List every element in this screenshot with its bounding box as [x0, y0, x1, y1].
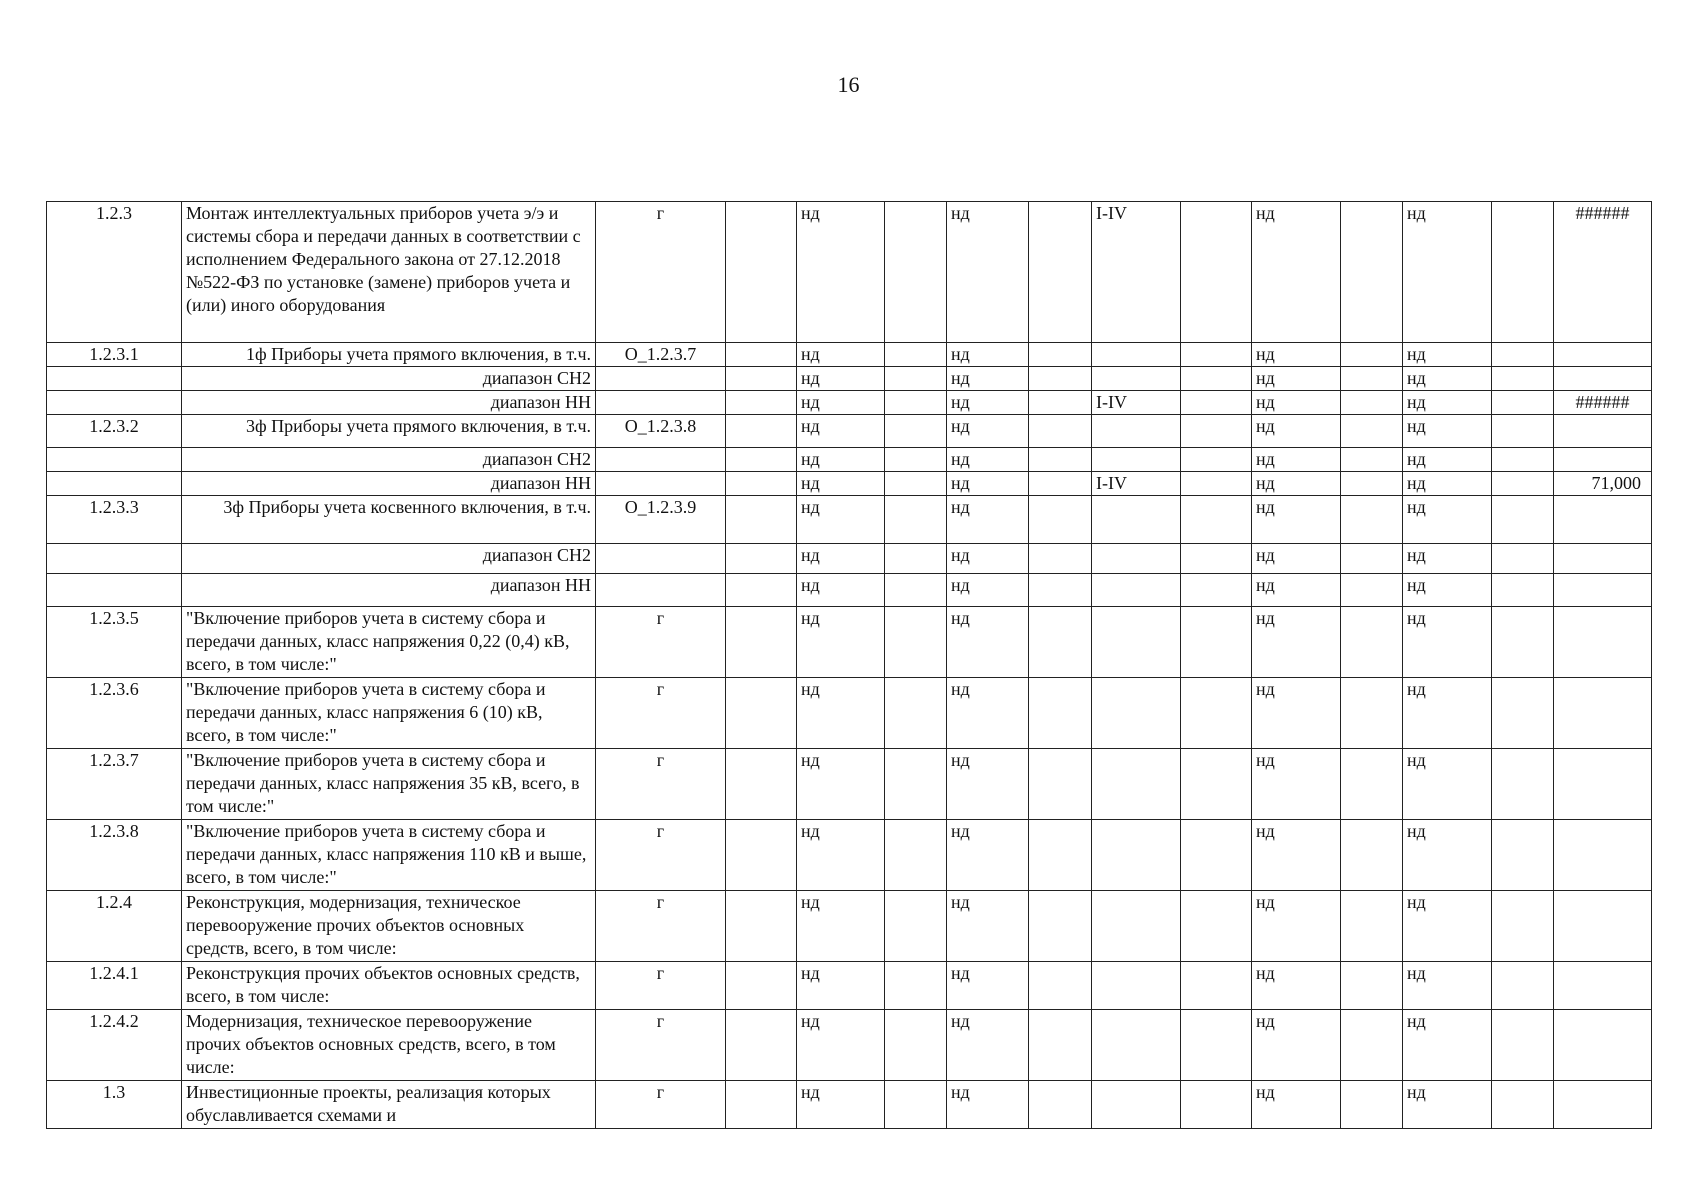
table-row — [47, 496, 1652, 544]
code-cell: г — [596, 891, 726, 962]
empty-cell — [726, 891, 797, 962]
code-cell — [596, 574, 726, 607]
row-name-cell: диапазон НН — [182, 574, 596, 607]
status-cell: нд — [797, 1010, 885, 1081]
empty-cell — [1492, 391, 1554, 415]
row-number-cell: 1.2.3.6 — [47, 678, 182, 749]
empty-cell — [1029, 1081, 1092, 1129]
status-cell — [1092, 574, 1181, 607]
row-number-cell: 1.3 — [47, 1081, 182, 1129]
code-cell: г — [596, 607, 726, 678]
status-cell: нд — [1252, 1081, 1341, 1129]
empty-cell — [1181, 391, 1252, 415]
status-cell: нд — [797, 415, 885, 448]
status-cell: нд — [1252, 1010, 1341, 1081]
empty-cell — [1492, 343, 1554, 367]
code-cell — [596, 544, 726, 574]
empty-cell — [1492, 678, 1554, 749]
row-number-cell: 1.2.3.3 — [47, 496, 182, 544]
table-row — [47, 574, 1652, 607]
empty-cell — [1492, 544, 1554, 574]
value-cell — [1554, 678, 1652, 749]
empty-cell — [1341, 574, 1403, 607]
status-cell: нд — [1252, 574, 1341, 607]
empty-cell — [1492, 448, 1554, 472]
empty-cell — [885, 962, 947, 1010]
status-cell: нд — [1403, 544, 1492, 574]
code-cell: О_1.2.3.9 — [596, 496, 726, 544]
table-row — [47, 607, 1652, 678]
row-number-cell — [47, 574, 182, 607]
status-cell: нд — [797, 607, 885, 678]
empty-cell — [1341, 202, 1403, 343]
table-row — [47, 544, 1652, 574]
empty-cell — [1181, 891, 1252, 962]
table-row — [47, 343, 1652, 367]
row-name-cell: диапазон НН — [182, 391, 596, 415]
value-cell — [1554, 574, 1652, 607]
status-cell: I-IV — [1092, 472, 1181, 496]
status-cell: нд — [1403, 448, 1492, 472]
table-row — [47, 891, 1652, 962]
value-cell — [1554, 496, 1652, 544]
table-row — [47, 367, 1652, 391]
empty-cell — [885, 367, 947, 391]
value-cell — [1554, 448, 1652, 472]
empty-cell — [1341, 415, 1403, 448]
status-cell: нд — [1403, 472, 1492, 496]
row-name-cell: Реконструкция прочих объектов основных средств, всего, в том числе: — [182, 962, 596, 1010]
empty-cell — [885, 391, 947, 415]
status-cell: нд — [947, 749, 1029, 820]
empty-cell — [885, 472, 947, 496]
table-row — [47, 391, 1652, 415]
status-cell: нд — [1403, 415, 1492, 448]
empty-cell — [1341, 820, 1403, 891]
empty-cell — [1492, 749, 1554, 820]
status-cell — [1092, 343, 1181, 367]
empty-cell — [1181, 202, 1252, 343]
empty-cell — [885, 415, 947, 448]
status-cell: нд — [797, 891, 885, 962]
code-cell — [596, 367, 726, 391]
empty-cell — [1029, 391, 1092, 415]
status-cell: нд — [947, 607, 1029, 678]
code-cell: г — [596, 820, 726, 891]
empty-cell — [1181, 749, 1252, 820]
status-cell: нд — [947, 448, 1029, 472]
empty-cell — [1492, 202, 1554, 343]
empty-cell — [1341, 343, 1403, 367]
status-cell: нд — [1403, 891, 1492, 962]
row-number-cell — [47, 472, 182, 496]
value-cell — [1554, 820, 1652, 891]
empty-cell — [1181, 496, 1252, 544]
code-cell: г — [596, 749, 726, 820]
empty-cell — [885, 574, 947, 607]
status-cell: нд — [1403, 1081, 1492, 1129]
empty-cell — [1492, 891, 1554, 962]
empty-cell — [1341, 544, 1403, 574]
status-cell: нд — [797, 202, 885, 343]
empty-cell — [1492, 472, 1554, 496]
status-cell: нд — [1403, 391, 1492, 415]
empty-cell — [726, 607, 797, 678]
empty-cell — [885, 607, 947, 678]
status-cell: нд — [797, 391, 885, 415]
status-cell: нд — [797, 496, 885, 544]
row-name-cell: диапазон СН2 — [182, 544, 596, 574]
row-name-cell: "Включение приборов учета в систему сбора и передачи данных, класс напряжения 35 кВ, всего, в том числе:" — [182, 749, 596, 820]
empty-cell — [885, 891, 947, 962]
empty-cell — [1029, 678, 1092, 749]
status-cell: нд — [947, 1081, 1029, 1129]
status-cell: нд — [797, 1081, 885, 1129]
empty-cell — [1341, 607, 1403, 678]
empty-cell — [726, 202, 797, 343]
status-cell: нд — [797, 448, 885, 472]
status-cell: нд — [797, 343, 885, 367]
empty-cell — [1341, 391, 1403, 415]
empty-cell — [1181, 472, 1252, 496]
empty-cell — [1029, 574, 1092, 607]
empty-cell — [1029, 544, 1092, 574]
status-cell: нд — [947, 496, 1029, 544]
status-cell: нд — [1403, 962, 1492, 1010]
empty-cell — [1181, 574, 1252, 607]
status-cell: нд — [797, 820, 885, 891]
status-cell: нд — [1252, 891, 1341, 962]
empty-cell — [1341, 496, 1403, 544]
code-cell: г — [596, 1010, 726, 1081]
row-name-cell: диапазон СН2 — [182, 448, 596, 472]
status-cell: нд — [1403, 820, 1492, 891]
empty-cell — [1029, 749, 1092, 820]
empty-cell — [1492, 496, 1554, 544]
empty-cell — [1181, 343, 1252, 367]
empty-cell — [885, 678, 947, 749]
empty-cell — [1341, 891, 1403, 962]
row-number-cell: 1.2.3.7 — [47, 749, 182, 820]
empty-cell — [1029, 496, 1092, 544]
status-cell: нд — [947, 962, 1029, 1010]
status-cell: нд — [797, 678, 885, 749]
status-cell: нд — [1403, 607, 1492, 678]
empty-cell — [885, 749, 947, 820]
status-cell: нд — [797, 574, 885, 607]
page-number: 16 — [837, 72, 860, 97]
row-name-cell: Инвестиционные проекты, реализация которых обуславливается схемами и — [182, 1081, 596, 1129]
empty-cell — [726, 367, 797, 391]
status-cell: нд — [947, 391, 1029, 415]
empty-cell — [726, 391, 797, 415]
status-cell: нд — [1252, 472, 1341, 496]
row-number-cell: 1.2.3.1 — [47, 343, 182, 367]
table-row — [47, 678, 1652, 749]
row-number-cell — [47, 391, 182, 415]
empty-cell — [1492, 574, 1554, 607]
row-number-cell: 1.2.4 — [47, 891, 182, 962]
status-cell: нд — [1252, 678, 1341, 749]
status-cell: нд — [1252, 343, 1341, 367]
empty-cell — [1341, 749, 1403, 820]
empty-cell — [726, 544, 797, 574]
table-row — [47, 472, 1652, 496]
empty-cell — [726, 415, 797, 448]
status-cell — [1092, 367, 1181, 391]
status-cell: нд — [1403, 678, 1492, 749]
value-cell — [1554, 1010, 1652, 1081]
status-cell — [1092, 544, 1181, 574]
status-cell: нд — [1252, 448, 1341, 472]
table-row — [47, 962, 1652, 1010]
empty-cell — [885, 1081, 947, 1129]
value-cell — [1554, 544, 1652, 574]
status-cell: нд — [947, 891, 1029, 962]
empty-cell — [1341, 448, 1403, 472]
empty-cell — [1341, 678, 1403, 749]
empty-cell — [726, 472, 797, 496]
status-cell: нд — [1403, 496, 1492, 544]
status-cell — [1092, 415, 1181, 448]
status-cell: нд — [1403, 202, 1492, 343]
empty-cell — [726, 343, 797, 367]
value-cell: ###### — [1554, 391, 1652, 415]
empty-cell — [1029, 415, 1092, 448]
code-cell — [596, 448, 726, 472]
status-cell: нд — [797, 367, 885, 391]
row-name-cell: "Включение приборов учета в систему сбора и передачи данных, класс напряжения 0,22 (0,4) кВ, всего, в том числе:" — [182, 607, 596, 678]
row-number-cell: 1.2.3 — [47, 202, 182, 343]
status-cell: нд — [947, 202, 1029, 343]
table-row — [47, 448, 1652, 472]
value-cell — [1554, 891, 1652, 962]
code-cell: г — [596, 202, 726, 343]
status-cell — [1092, 820, 1181, 891]
value-cell — [1554, 343, 1652, 367]
row-name-cell: 3ф Приборы учета прямого включения, в т.ч. — [182, 415, 596, 448]
status-cell: нд — [1252, 496, 1341, 544]
table-row — [47, 1010, 1652, 1081]
row-name-cell: Реконструкция, модернизация, техническое перевооружение прочих объектов основных средств, всего, в том числе: — [182, 891, 596, 962]
value-cell: ###### — [1554, 202, 1652, 343]
status-cell: нд — [1252, 607, 1341, 678]
value-cell — [1554, 367, 1652, 391]
status-cell: I-IV — [1092, 202, 1181, 343]
empty-cell — [1341, 962, 1403, 1010]
status-cell: нд — [797, 472, 885, 496]
empty-cell — [885, 343, 947, 367]
empty-cell — [726, 820, 797, 891]
table-row — [47, 415, 1652, 448]
empty-cell — [1029, 202, 1092, 343]
empty-cell — [726, 496, 797, 544]
code-cell — [596, 472, 726, 496]
status-cell: нд — [947, 544, 1029, 574]
status-cell — [1092, 496, 1181, 544]
table-row — [47, 820, 1652, 891]
empty-cell — [1341, 1010, 1403, 1081]
status-cell: нд — [947, 415, 1029, 448]
status-cell — [1092, 448, 1181, 472]
row-name-cell: "Включение приборов учета в систему сбора и передачи данных, класс напряжения 110 кВ и выше, всего, в том числе:" — [182, 820, 596, 891]
value-cell — [1554, 962, 1652, 1010]
value-cell — [1554, 607, 1652, 678]
empty-cell — [1492, 962, 1554, 1010]
status-cell: нд — [1252, 962, 1341, 1010]
empty-cell — [1029, 962, 1092, 1010]
code-cell: г — [596, 962, 726, 1010]
code-cell — [596, 391, 726, 415]
empty-cell — [1181, 962, 1252, 1010]
row-name-cell: Модернизация, техническое перевооружение прочих объектов основных средств, всего, в том числе: — [182, 1010, 596, 1081]
row-number-cell — [47, 544, 182, 574]
row-number-cell: 1.2.4.1 — [47, 962, 182, 1010]
row-name-cell: Монтаж интеллектуальных приборов учета э/э и системы сбора и передачи данных в соответствии с исполнением Федерального закона от 27.12.2018 №522-ФЗ по установке (замене) приборов учета и (или) иного оборудования — [182, 202, 596, 343]
row-number-cell: 1.2.3.2 — [47, 415, 182, 448]
empty-cell — [1029, 343, 1092, 367]
status-cell: нд — [797, 544, 885, 574]
row-number-cell — [47, 448, 182, 472]
empty-cell — [1492, 820, 1554, 891]
status-cell: нд — [1252, 415, 1341, 448]
status-cell: нд — [1252, 391, 1341, 415]
status-cell: нд — [947, 820, 1029, 891]
status-cell: нд — [1403, 574, 1492, 607]
empty-cell — [1029, 891, 1092, 962]
empty-cell — [1029, 472, 1092, 496]
empty-cell — [1492, 415, 1554, 448]
empty-cell — [726, 749, 797, 820]
empty-cell — [885, 544, 947, 574]
value-cell — [1554, 749, 1652, 820]
row-number-cell: 1.2.3.5 — [47, 607, 182, 678]
code-cell: О_1.2.3.8 — [596, 415, 726, 448]
empty-cell — [1492, 607, 1554, 678]
empty-cell — [1341, 367, 1403, 391]
row-number-cell — [47, 367, 182, 391]
empty-cell — [1181, 448, 1252, 472]
empty-cell — [885, 202, 947, 343]
empty-cell — [1029, 1010, 1092, 1081]
status-cell — [1092, 891, 1181, 962]
status-cell — [1092, 962, 1181, 1010]
empty-cell — [1492, 367, 1554, 391]
empty-cell — [1181, 367, 1252, 391]
investment-table — [46, 201, 1652, 1129]
code-cell: г — [596, 1081, 726, 1129]
status-cell: нд — [1252, 749, 1341, 820]
status-cell: нд — [1252, 202, 1341, 343]
empty-cell — [1492, 1010, 1554, 1081]
empty-cell — [1029, 448, 1092, 472]
status-cell: нд — [1403, 367, 1492, 391]
empty-cell — [1181, 607, 1252, 678]
status-cell — [1092, 678, 1181, 749]
status-cell: I-IV — [1092, 391, 1181, 415]
table-row — [47, 1081, 1652, 1129]
empty-cell — [1181, 820, 1252, 891]
empty-cell — [726, 1081, 797, 1129]
table-row — [47, 202, 1652, 343]
status-cell: нд — [947, 678, 1029, 749]
status-cell: нд — [797, 749, 885, 820]
row-number-cell: 1.2.3.8 — [47, 820, 182, 891]
empty-cell — [726, 962, 797, 1010]
value-cell — [1554, 1081, 1652, 1129]
status-cell: нд — [947, 343, 1029, 367]
empty-cell — [885, 1010, 947, 1081]
status-cell: нд — [1252, 544, 1341, 574]
code-cell: г — [596, 678, 726, 749]
empty-cell — [1492, 1081, 1554, 1129]
empty-cell — [1341, 472, 1403, 496]
status-cell — [1092, 607, 1181, 678]
status-cell: нд — [1252, 820, 1341, 891]
status-cell: нд — [947, 367, 1029, 391]
empty-cell — [1341, 1081, 1403, 1129]
empty-cell — [1181, 678, 1252, 749]
empty-cell — [885, 448, 947, 472]
table-row — [47, 749, 1652, 820]
status-cell: нд — [947, 574, 1029, 607]
status-cell: нд — [947, 1010, 1029, 1081]
status-cell: нд — [947, 472, 1029, 496]
row-name-cell: диапазон СН2 — [182, 367, 596, 391]
empty-cell — [1181, 415, 1252, 448]
status-cell: нд — [1403, 343, 1492, 367]
row-name-cell: диапазон НН — [182, 472, 596, 496]
status-cell — [1092, 749, 1181, 820]
empty-cell — [1029, 820, 1092, 891]
empty-cell — [1181, 1010, 1252, 1081]
row-name-cell: 1ф Приборы учета прямого включения, в т.ч. — [182, 343, 596, 367]
empty-cell — [1029, 367, 1092, 391]
status-cell: нд — [1403, 749, 1492, 820]
status-cell: нд — [1252, 367, 1341, 391]
empty-cell — [726, 1010, 797, 1081]
empty-cell — [726, 448, 797, 472]
row-name-cell: "Включение приборов учета в систему сбора и передачи данных, класс напряжения 6 (10) кВ, всего, в том числе:" — [182, 678, 596, 749]
empty-cell — [726, 574, 797, 607]
code-cell: О_1.2.3.7 — [596, 343, 726, 367]
status-cell — [1092, 1081, 1181, 1129]
row-name-cell: 3ф Приборы учета косвенного включения, в т.ч. — [182, 496, 596, 544]
empty-cell — [885, 496, 947, 544]
empty-cell — [1181, 544, 1252, 574]
status-cell — [1092, 1010, 1181, 1081]
value-cell — [1554, 415, 1652, 448]
empty-cell — [1029, 607, 1092, 678]
empty-cell — [1181, 1081, 1252, 1129]
row-number-cell: 1.2.4.2 — [47, 1010, 182, 1081]
status-cell: нд — [797, 962, 885, 1010]
value-cell: 71,000 — [1554, 472, 1652, 496]
empty-cell — [726, 678, 797, 749]
empty-cell — [885, 820, 947, 891]
status-cell: нд — [1403, 1010, 1492, 1081]
